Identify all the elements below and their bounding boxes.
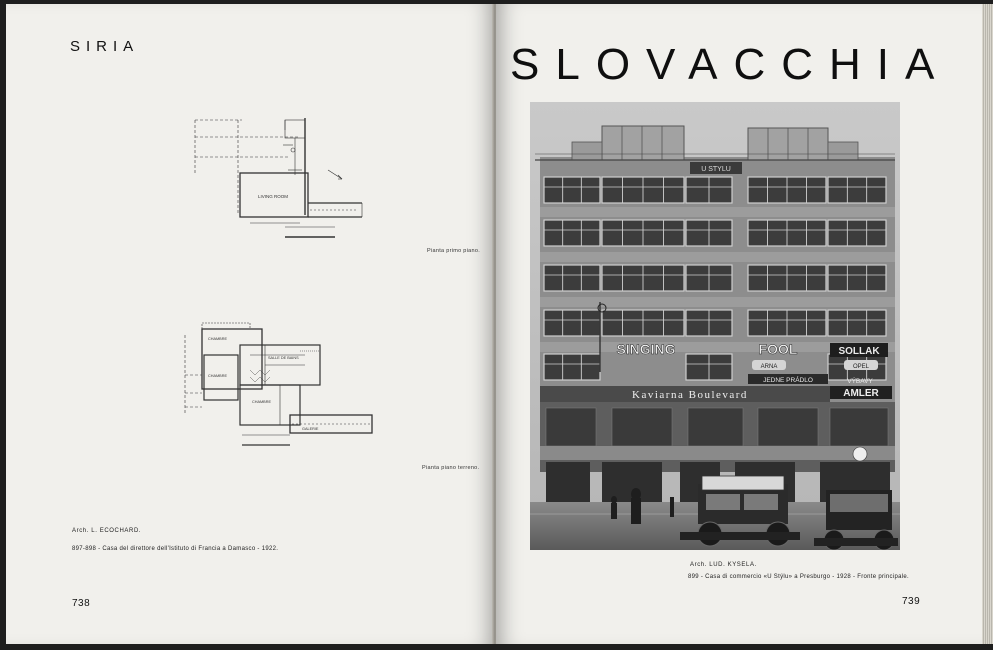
plan1-room-label: LIVING ROOM [258, 194, 289, 199]
window [544, 265, 600, 291]
sign-sollak: SOLLAK [838, 346, 880, 357]
sign-fool: FOOL [758, 341, 798, 357]
sign-top: U STYLU [701, 166, 731, 173]
window [828, 177, 886, 203]
right-page-number: 739 [902, 596, 921, 607]
country-title-siria: SIRIA [70, 38, 140, 55]
right-figure-caption: 899 - Casa di commercio «U Stýlu» a Presburgo - 1928 - Fronte principale. [688, 574, 910, 580]
window [828, 310, 886, 336]
sign-vybavy: VÝBAVY [847, 378, 873, 385]
plan1-caption: Pianta primo piano. [427, 248, 481, 254]
left-figure-text: Casa del direttore dell'Istituto di Francia a Damasco - 1922. [102, 546, 279, 552]
left-architect: Arch. L. ECOCHARD. [72, 528, 142, 534]
plan2-caption: Pianta piano terreno. [422, 465, 480, 471]
plan2-label-4: CHAMBRE [252, 400, 271, 404]
plan2-label-3: SALLE DE BAINS [268, 356, 299, 360]
left-page-number: 738 [72, 598, 91, 609]
floor-plan-first-floor [190, 115, 380, 245]
sign-singing: SINGING [616, 341, 676, 357]
page-edges [982, 4, 993, 644]
window [828, 220, 886, 246]
country-title-slovacchia: SLOVACCHIA [510, 40, 951, 89]
plan2-label-5: GALERIE [302, 427, 319, 431]
sign-opel: OPEL [852, 364, 870, 370]
left-figure-caption: 897-898 - Casa del direttore dell'Istituto di Francia a Damasco - 1922. [72, 546, 279, 552]
right-figure-text: Casa di commercio «U Stýlu» a Presburgo - 1928 - Fronte principale. [705, 574, 910, 580]
floor-plan-ground-floor [180, 315, 380, 455]
sign-jedne-pradlo: JEDNE PRÁDLO [763, 377, 813, 384]
window [828, 265, 886, 291]
sign-kaviarna-boulevard: Kaviarna Boulevard [632, 389, 748, 401]
window [544, 310, 600, 336]
building-photo-drawing [530, 102, 900, 550]
vintage-car-right [814, 490, 898, 550]
left-figure-number: 897-898 [72, 546, 97, 552]
plan2-label-2: CHAMBRE [208, 374, 227, 378]
sign-amler: AMLER [843, 388, 879, 399]
right-figure-number: 899 [688, 574, 699, 580]
window [544, 177, 600, 203]
right-architect: Arch. LUD. KYSELA. [690, 562, 757, 568]
building-photograph [530, 102, 900, 550]
window [544, 220, 600, 246]
vintage-car-left [680, 476, 800, 546]
window [544, 354, 600, 380]
sign-arna: ARNA [760, 364, 778, 370]
plan2-label-1: CHAMBRE [208, 337, 227, 341]
